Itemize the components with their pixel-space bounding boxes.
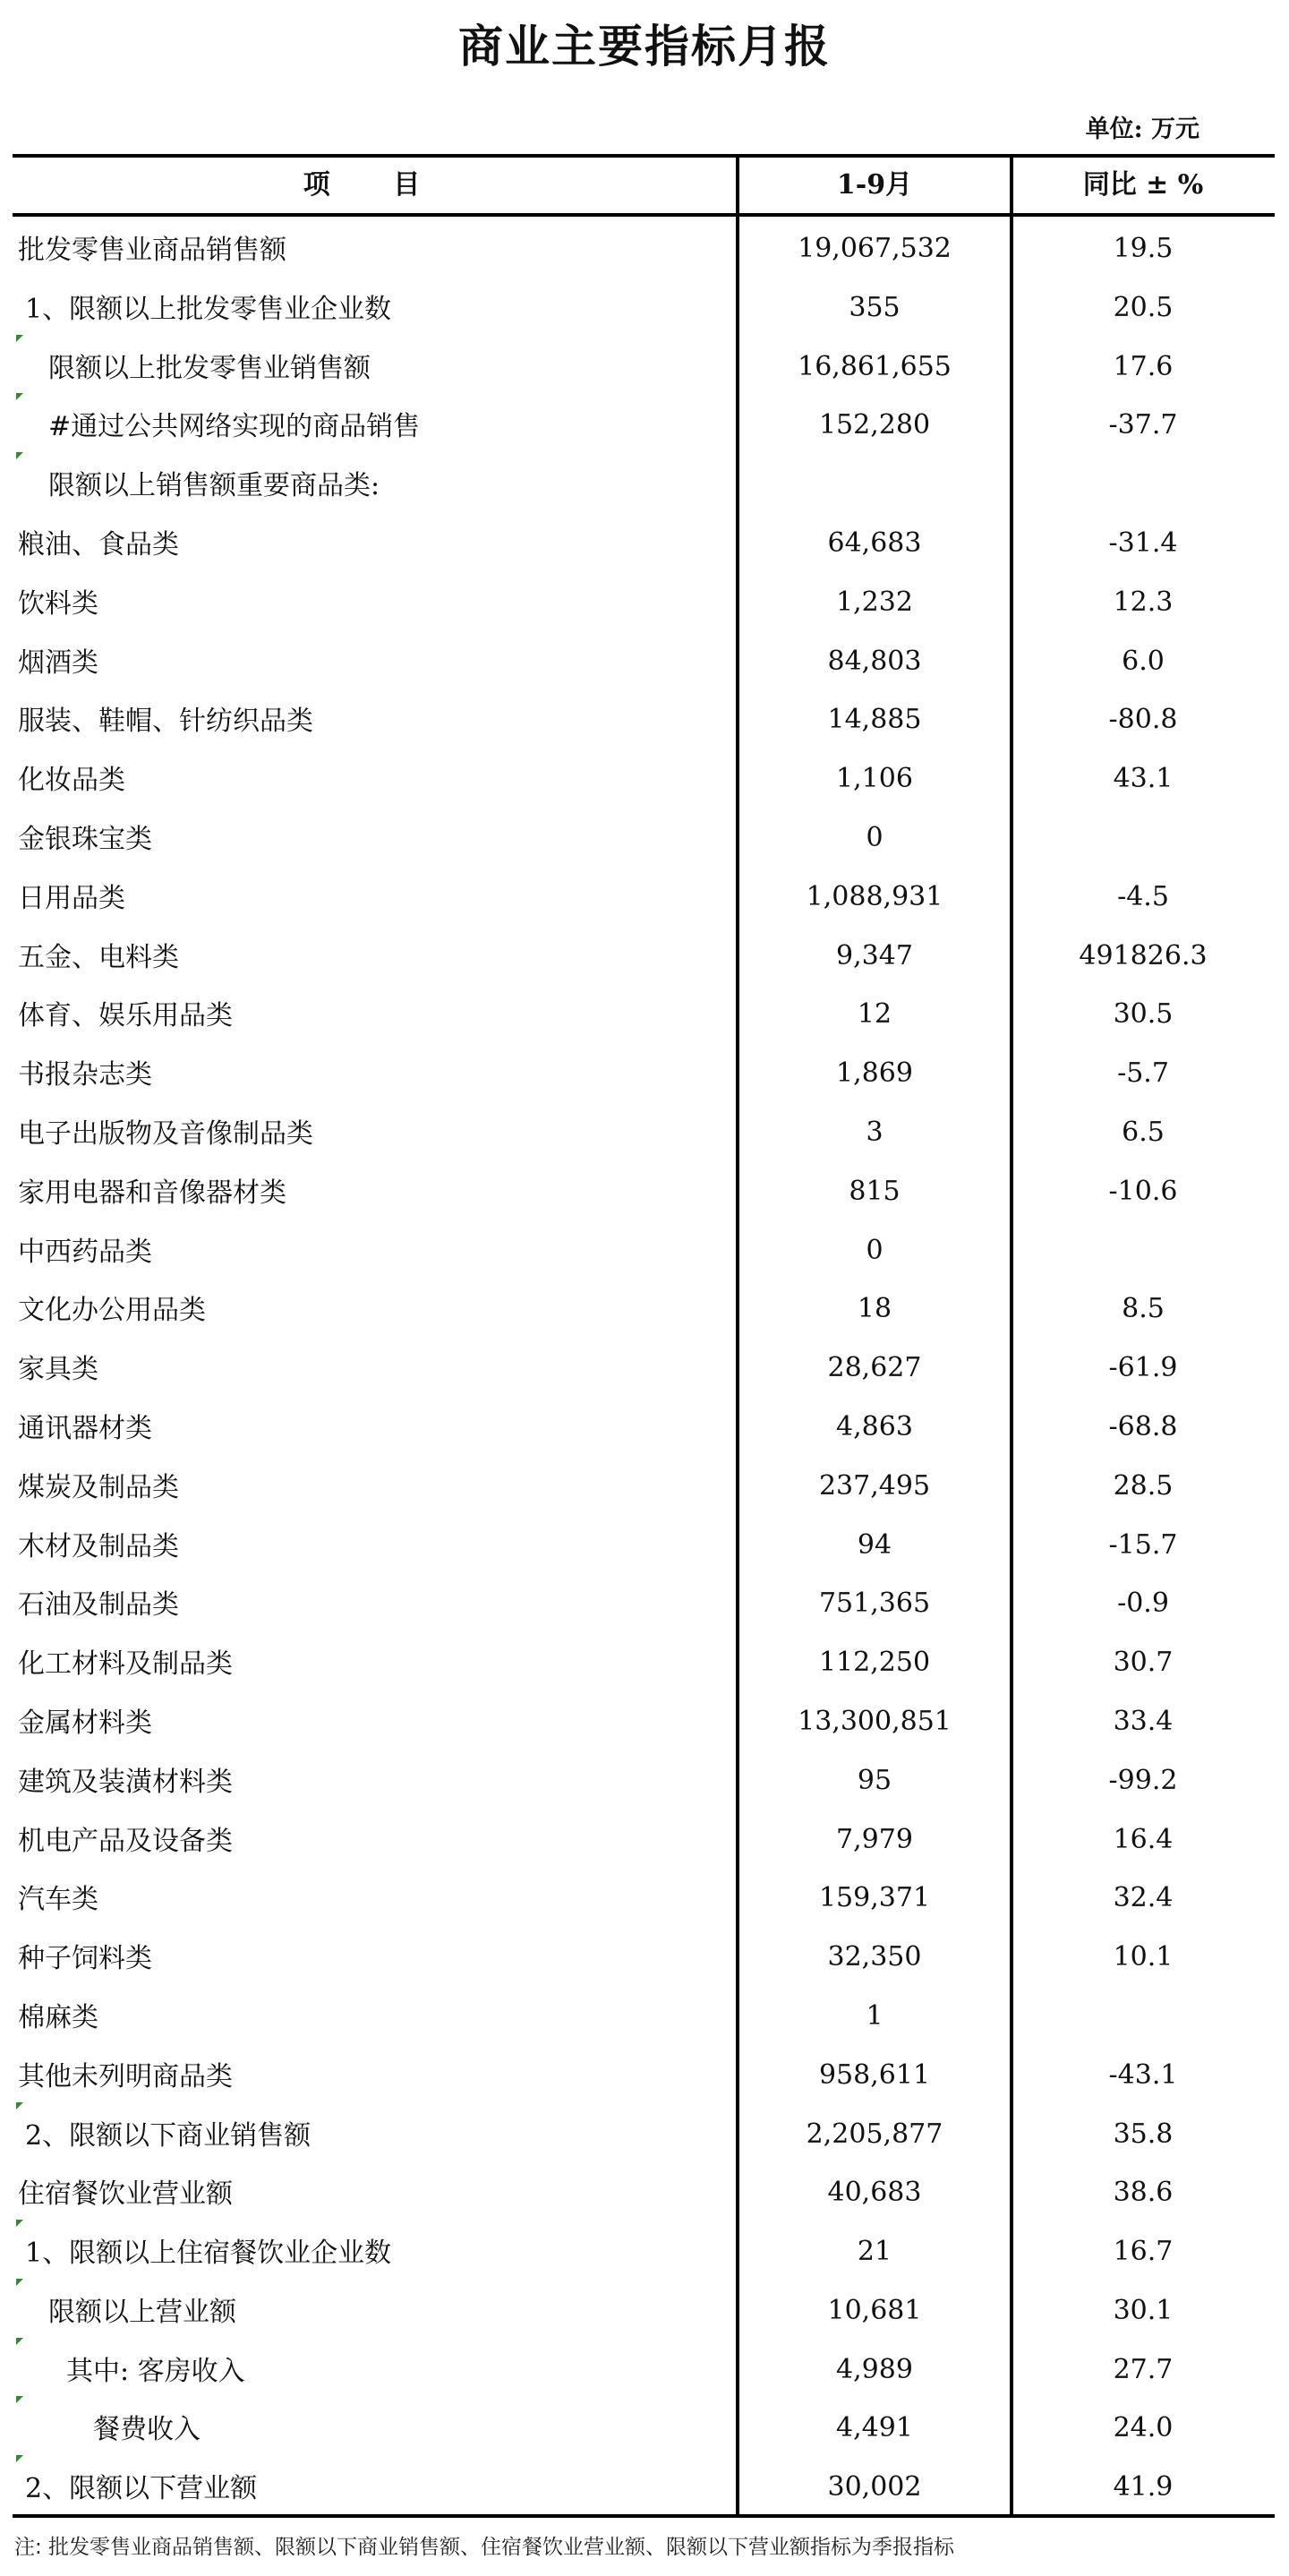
row-label: 住宿餐饮业营业额 <box>18 2178 233 2211</box>
row-yoy: 6.5 <box>1122 1116 1165 1148</box>
row-value: 1,106 <box>836 763 913 795</box>
row-value: 21 <box>857 2236 892 2268</box>
row-label: 烟酒类 <box>18 646 98 679</box>
table-row <box>13 1571 1275 1630</box>
row-yoy: -5.7 <box>1117 1057 1169 1090</box>
row-value: 95 <box>857 1764 892 1796</box>
row-value: 32,350 <box>827 1941 922 1973</box>
row-yoy: 8.5 <box>1122 1293 1165 1325</box>
row-yoy: -61.9 <box>1108 1352 1178 1384</box>
row-label: 限额以上销售额重要商品类: <box>48 470 380 502</box>
table-row <box>13 1513 1275 1572</box>
row-value: 13,300,851 <box>798 1705 952 1737</box>
cell-flag-icon <box>16 2102 23 2110</box>
row-value: 1 <box>866 1999 884 2032</box>
row-value: 1,232 <box>836 586 913 618</box>
row-label: 批发零售业商品销售额 <box>18 235 286 266</box>
row-yoy: 43.1 <box>1113 763 1174 795</box>
table-body <box>13 217 1275 2514</box>
unit-label: 单位: 万元 <box>1085 116 1199 143</box>
table-row <box>13 747 1275 806</box>
row-value: 64,683 <box>827 526 922 559</box>
row-value: 355 <box>849 291 901 323</box>
row-yoy: 491826.3 <box>1079 939 1208 971</box>
row-label: 石油及制品类 <box>18 1589 179 1622</box>
row-value: 815 <box>849 1175 901 1207</box>
row-yoy: -68.8 <box>1108 1410 1178 1442</box>
row-label: 金银珠宝类 <box>18 823 152 855</box>
row-label: 2、限额以下商业销售额 <box>25 2119 312 2152</box>
table-row <box>13 1630 1275 1690</box>
row-value: 237,495 <box>818 1469 931 1502</box>
row-value: 40,683 <box>827 2177 922 2209</box>
row-yoy: 32.4 <box>1113 1882 1174 1914</box>
row-label: 文化办公用品类 <box>18 1295 206 1327</box>
row-value: 751,365 <box>818 1588 931 1620</box>
row-value: 7,979 <box>836 1823 913 1855</box>
row-value: 1,869 <box>836 1057 913 1090</box>
row-yoy: -4.5 <box>1117 880 1169 912</box>
row-label: 机电产品及设备类 <box>18 1825 233 1857</box>
table-row <box>13 865 1275 924</box>
table-row <box>13 1277 1275 1336</box>
table-row <box>13 276 1275 335</box>
row-label: 日用品类 <box>18 882 125 914</box>
table-row <box>13 2161 1275 2220</box>
row-value: 152,280 <box>818 409 931 441</box>
row-label: 化工材料及制品类 <box>18 1648 233 1681</box>
row-value: 94 <box>857 1528 892 1561</box>
row-label: 限额以上批发零售业销售额 <box>48 352 371 384</box>
row-label: 家用电器和音像器材类 <box>18 1177 286 1209</box>
row-label: 1、限额以上批发零售业企业数 <box>25 293 392 325</box>
row-value: 14,885 <box>827 704 922 736</box>
row-value: 0 <box>866 821 884 853</box>
table-row <box>13 1041 1275 1100</box>
table-row <box>13 806 1275 865</box>
table-row <box>13 2455 1275 2514</box>
row-label: 其中: 客房收入 <box>66 2355 245 2387</box>
row-yoy: 33.4 <box>1113 1705 1174 1737</box>
row-label: 限额以上营业额 <box>48 2296 236 2328</box>
cell-flag-icon <box>16 2220 23 2227</box>
table-row <box>13 1100 1275 1160</box>
table-row <box>13 452 1275 511</box>
row-yoy: -80.8 <box>1108 704 1178 736</box>
row-yoy: 24.0 <box>1113 2412 1174 2444</box>
cell-flag-icon <box>16 452 23 459</box>
row-label: 金属材料类 <box>18 1707 152 1739</box>
row-value: 159,371 <box>818 1882 931 1914</box>
row-value: 3 <box>866 1116 884 1148</box>
table-row <box>13 2279 1275 2338</box>
row-label: 棉麻类 <box>18 2001 98 2033</box>
row-label: 汽车类 <box>18 1884 98 1916</box>
row-label: 家具类 <box>18 1354 98 1386</box>
cell-flag-icon <box>16 2279 23 2286</box>
row-label: 服装、鞋帽、针纺织品类 <box>18 706 313 738</box>
table-row <box>13 1866 1275 1925</box>
table-row <box>13 1219 1275 1278</box>
row-yoy: -0.9 <box>1117 1588 1169 1620</box>
row-value: 112,250 <box>818 1647 931 1679</box>
table-header <box>13 158 1275 217</box>
row-value: 19,067,532 <box>798 233 952 264</box>
table-row <box>13 1925 1275 1984</box>
page-title: 商业主要指标月报 <box>458 20 831 73</box>
row-value: 4,989 <box>836 2353 913 2385</box>
row-label: 体育、娱乐用品类 <box>18 1000 233 1032</box>
row-label: 化妆品类 <box>18 765 125 797</box>
row-label: 餐费收入 <box>93 2414 201 2446</box>
table-row <box>13 629 1275 689</box>
table-row <box>13 1160 1275 1219</box>
row-yoy: -10.6 <box>1108 1175 1178 1207</box>
table-row <box>13 2220 1275 2279</box>
row-label: 粮油、食品类 <box>18 528 179 561</box>
row-yoy: 10.1 <box>1113 1941 1174 1973</box>
row-yoy: 16.4 <box>1113 1823 1174 1855</box>
row-label: 煤炭及制品类 <box>18 1471 179 1503</box>
row-value: 18 <box>857 1293 892 1325</box>
row-value: 958,611 <box>818 2058 931 2091</box>
row-value: 0 <box>866 1234 884 1266</box>
row-yoy: 17.6 <box>1113 350 1174 382</box>
row-yoy: -15.7 <box>1108 1528 1178 1561</box>
row-label: 2、限额以下营业额 <box>25 2473 258 2505</box>
row-value: 9,347 <box>836 939 913 971</box>
row-yoy: -43.1 <box>1108 2058 1178 2091</box>
indicator-table <box>13 154 1275 2518</box>
table-row <box>13 1984 1275 2043</box>
row-yoy: 20.5 <box>1113 291 1174 323</box>
row-yoy: 30.7 <box>1113 1647 1174 1679</box>
table-row <box>13 1454 1275 1513</box>
header-yoy: 同比 ± % <box>1082 169 1204 201</box>
row-label: 1、限额以上住宿餐饮业企业数 <box>25 2238 392 2270</box>
table-row <box>13 1808 1275 1867</box>
row-label: 书报杂志类 <box>18 1059 152 1091</box>
row-yoy: -31.4 <box>1108 526 1178 559</box>
row-yoy: 12.3 <box>1113 586 1174 618</box>
row-value: 30,002 <box>827 2471 922 2503</box>
row-label: 中西药品类 <box>18 1236 152 1268</box>
row-yoy: 19.5 <box>1113 233 1174 264</box>
cell-flag-icon <box>16 2396 23 2403</box>
row-label: 种子饲料类 <box>18 1943 152 1975</box>
row-label: 木材及制品类 <box>18 1530 179 1562</box>
cell-flag-icon <box>16 2338 23 2345</box>
footnote: 注: 批发零售业商品销售额、限额以下商业销售额、住宿餐饮业营业额、限额以下营业额指标为季报指标 <box>14 2536 955 2559</box>
table-row <box>13 1336 1275 1395</box>
row-yoy: 28.5 <box>1113 1469 1174 1502</box>
row-label: 通讯器材类 <box>18 1412 152 1444</box>
row-yoy: -99.2 <box>1108 1764 1178 1796</box>
table-row <box>13 924 1275 983</box>
table-row <box>13 1395 1275 1454</box>
table-row <box>13 570 1275 629</box>
table-row <box>13 511 1275 570</box>
row-yoy: 6.0 <box>1122 645 1165 677</box>
row-label: 建筑及装潢材料类 <box>18 1766 233 1798</box>
table-row <box>13 393 1275 452</box>
row-yoy: 30.5 <box>1113 998 1174 1031</box>
table-row <box>13 982 1275 1041</box>
row-yoy: 16.7 <box>1113 2236 1174 2268</box>
table-row <box>13 335 1275 394</box>
header-item: 项 目 <box>303 169 448 201</box>
row-label: 其他未列明商品类 <box>18 2060 233 2092</box>
row-yoy: -37.7 <box>1108 409 1178 441</box>
row-value: 1,088,931 <box>806 880 943 912</box>
row-value: 2,205,877 <box>806 2118 943 2150</box>
row-yoy: 35.8 <box>1113 2118 1174 2150</box>
table-row <box>13 1749 1275 1808</box>
row-value: 28,627 <box>827 1352 922 1384</box>
row-value: 4,491 <box>836 2412 913 2444</box>
row-label: 五金、电料类 <box>18 941 179 973</box>
row-yoy: 38.6 <box>1113 2177 1174 2209</box>
table-row <box>13 688 1275 747</box>
row-yoy: 30.1 <box>1113 2294 1174 2326</box>
row-value: 10,681 <box>827 2294 922 2326</box>
row-value: 4,863 <box>836 1410 913 1442</box>
table-row <box>13 2396 1275 2455</box>
table-row <box>13 1690 1275 1749</box>
cell-flag-icon <box>16 335 23 342</box>
row-label: 饮料类 <box>18 587 98 620</box>
table-row <box>13 2102 1275 2161</box>
row-value: 12 <box>857 998 892 1031</box>
row-yoy: 27.7 <box>1113 2353 1174 2385</box>
row-yoy: 41.9 <box>1113 2471 1174 2503</box>
row-label: 电子出版物及音像制品类 <box>18 1117 313 1150</box>
table-row <box>13 2338 1275 2397</box>
header-period: 1-9月 <box>836 169 913 201</box>
row-value: 84,803 <box>827 645 922 677</box>
row-label: #通过公共网络实现的商品销售 <box>48 411 421 443</box>
cell-flag-icon <box>16 393 23 400</box>
table-row <box>13 217 1275 276</box>
row-value: 16,861,655 <box>798 350 952 382</box>
cell-flag-icon <box>16 2455 23 2462</box>
table-row <box>13 2043 1275 2102</box>
